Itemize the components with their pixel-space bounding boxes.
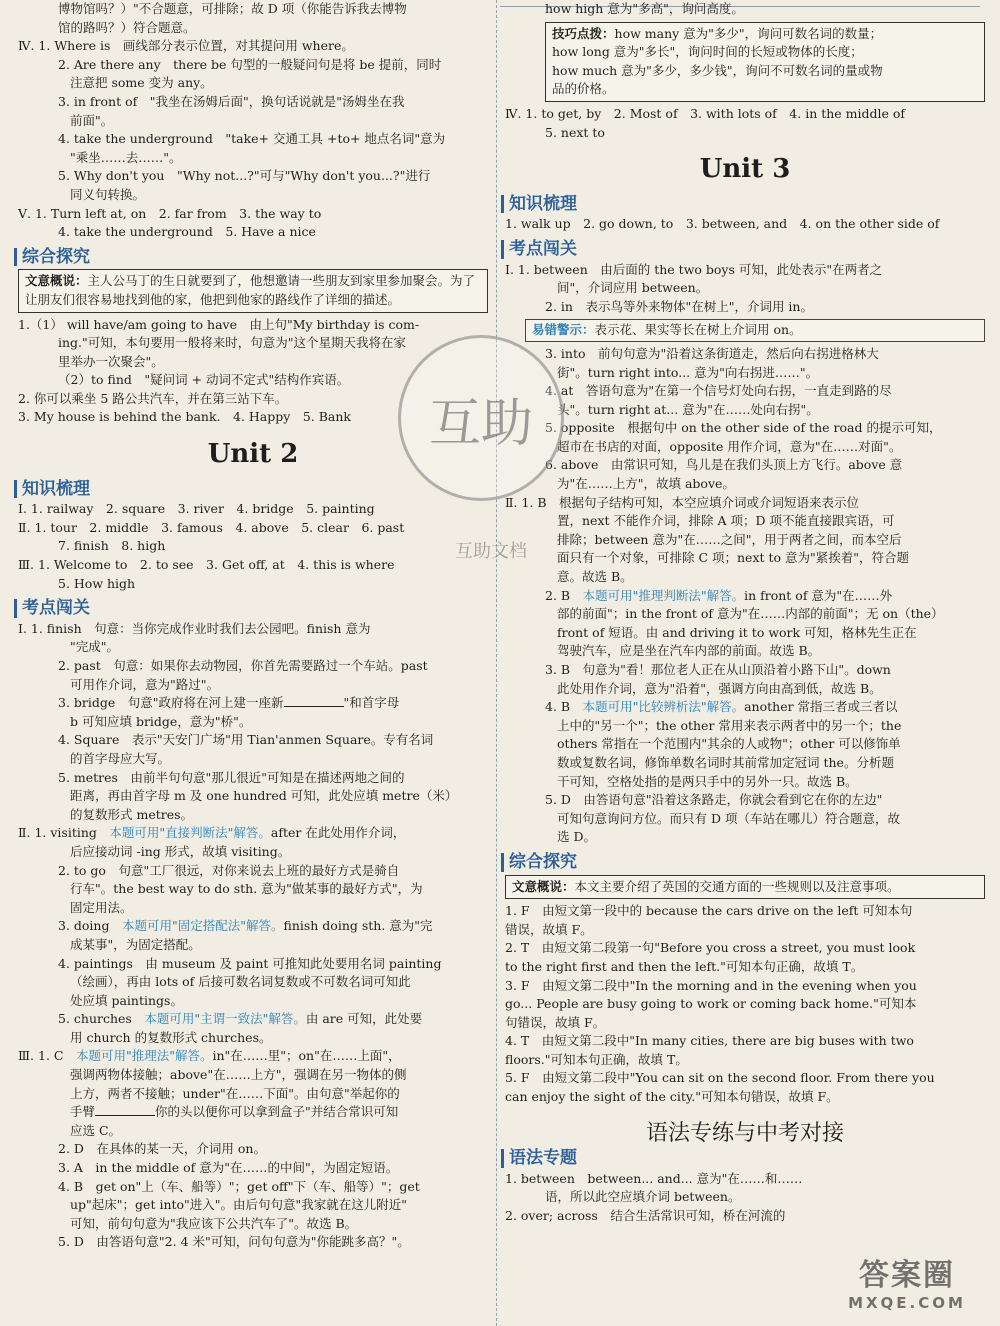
text-span: 由 are 可知，此处要 <box>305 1011 423 1027</box>
answer-line: 1. walk up 2. go down, to 3. between, and 4. on the other side of <box>505 216 940 232</box>
answer-line: 数或复数名词，修饰单数名词时其前常加定冠词 the。分析题 <box>557 754 894 770</box>
answer-line: 街"。turn right into... 意为"向右拐进……"。 <box>557 364 819 380</box>
box-label: 易错警示： <box>532 322 595 338</box>
answer-line: （2）to find "疑问词 + 动词不定式"结构作宾语。 <box>58 372 350 388</box>
answer-line: 选 D。 <box>557 829 596 845</box>
answer-line: 可知，前句句意为"我应该下公共汽车了"。故选 B。 <box>70 1215 358 1231</box>
answer-line <box>505 587 985 606</box>
box-text: 本文主要介绍了英国的交通方面的一些规则以及注意事项。 <box>574 878 900 894</box>
answer-line: 固定用法。 <box>70 899 133 915</box>
answer-line: 上中的"另一个"；the other 常用来表示两者中的另一个；the <box>557 717 902 733</box>
answer-line: 应选 C。 <box>70 1122 122 1138</box>
answer-line: 面只有一个对象，可排除 C 项；next to 意为"紧挨着"，符合题 <box>557 550 910 566</box>
watermark-text: 互助文档 <box>455 541 527 562</box>
answer-line: up"起床"；get into"进入"。由后句句意"我家就在这儿附近" <box>70 1197 408 1213</box>
answer-line <box>18 917 488 936</box>
answer-line: 5. F 由短文第二段中"You can sit on the second floor. From there you <box>505 1070 935 1086</box>
section-heading: 综合探究 <box>505 853 985 872</box>
answer-line: 用 church 的复数形式 churches。 <box>70 1029 272 1045</box>
answer-line: 1. F 由短文第一段中的 because the cars drive on the left 可知本句 <box>505 903 913 919</box>
answer-line: Ⅰ. 1. between 由后面的 the two boys 可知，此处表示"在两者之 <box>505 261 883 277</box>
logo-url: MXQE.COM <box>848 1294 966 1312</box>
answer-line: Ⅱ. 1. B 根据句子结构可知，本空应填介词或介词短语来表示位 <box>505 494 860 510</box>
answer-line: 5. metres 由前半句句意"那儿很近"可知是在描述两地之间的 <box>58 769 405 785</box>
section-heading: 语法专题 <box>505 1149 985 1168</box>
answer-line <box>18 1047 488 1066</box>
answer-line: Ⅰ. 1. railway 2. square 3. river 4. bridge 5. painting <box>18 501 375 517</box>
answer-line: "乘坐……去……"。 <box>70 149 182 165</box>
box-text: how long 意为"多长"，询问时间的长短或物体的长度； <box>552 44 863 60</box>
answer-line: 4. B get on"上（车、船等）"；get off"下（车、船等）"；get <box>58 1178 420 1194</box>
answer-line: 2. Are there any there be 句型的一般疑问句是将 be 提前，同时 <box>58 56 442 72</box>
answer-line <box>505 698 985 717</box>
answer-line: 4. paintings 由 museum 及 paint 可推知此处要用名词 painting <box>58 955 442 971</box>
box-label: 文意概说： <box>25 273 88 289</box>
text-span: 5. churches <box>58 1011 145 1027</box>
answer-line: 5. opposite 根据句中 on the other side of the road 的提示可知， <box>545 420 942 436</box>
text-span: 4. B <box>545 699 583 715</box>
method-hint: 本题可用"固定搭配法"解答。 <box>121 918 284 934</box>
answer-line: 错误，故填 F。 <box>505 921 593 937</box>
answer-line: 3. B 句意为"看！那位老人正在从山顶沿着小路下山"。down <box>545 662 891 677</box>
answer-line: can enjoy the sight of the city."可知本句错误，故填 F。 <box>505 1089 839 1105</box>
answer-line: 意。故选 B。 <box>557 569 633 585</box>
tip-box <box>545 22 985 102</box>
answer-line: 成某事"，为固定搭配。 <box>70 936 201 952</box>
text-span: after 在此处用作介词， <box>270 825 406 841</box>
method-hint: 本题可用"推理法"解答。 <box>75 1048 213 1064</box>
text-span: "和首字母 <box>343 695 400 711</box>
answer-line: Ⅰ. 1. finish 句意：当你完成作业时我们去公园吧。finish 意为 <box>18 620 371 636</box>
answer-line: others 常指在一个范围内"其余的人或物"；other 可以修饰单 <box>557 736 901 752</box>
left-column <box>18 0 488 1252</box>
answer-line: 此处用作介词，意为"沿着"，强调方向由高到低，故选 B。 <box>557 680 882 696</box>
text-span: in"在……里"；on"在……上面"， <box>212 1048 401 1064</box>
answer-line: 可知句意询问方位。而只有 D 项（车站在哪儿）符合题意，故 <box>557 810 900 826</box>
answer-line: 间"，介词应用 between。 <box>557 280 709 296</box>
answer-line: 里举办一次聚会"。 <box>58 353 164 369</box>
section-heading: 考点闯关 <box>18 599 488 618</box>
box-text: 主人公马丁的生日就要到了，他想邀请一些朋友到家里参加聚会。为了让朋友们很容易地找到他的家，他把到他家的路线作了详细的描述。 <box>25 273 476 307</box>
summary-box <box>18 269 488 312</box>
answer-line: 行车"。the best way to do sth. 意为"做某事的最好方式"，为 <box>70 881 423 897</box>
text-span: another 常指三者或三者以 <box>744 699 898 715</box>
answer-line: 2. D 在具体的某一天，介词用 on。 <box>58 1141 266 1157</box>
section-heading: 综合探究 <box>18 248 488 267</box>
answer-line <box>18 824 488 843</box>
answer-line: b 可知应填 bridge，意为"桥"。 <box>70 713 252 729</box>
answer-line: 2. to go 句意"工厂很远，对你来说去上班的最好方式是骑自 <box>58 862 400 878</box>
fill-blank <box>95 1105 155 1116</box>
answer-line: 7. finish 8. high <box>58 538 166 554</box>
logo-text: 答案圈 <box>859 1258 955 1293</box>
column-divider <box>496 0 498 1326</box>
section-heading: 知识梳理 <box>18 480 488 499</box>
answer-line: 4. Square 表示"天安门广场"用 Tian'anmen Square。专有名词 <box>58 732 434 748</box>
answer-line: 句错误，故填 F。 <box>505 1014 606 1030</box>
answer-line: 2. in 表示鸟等外来物体"在树上"，介词用 in。 <box>545 298 813 314</box>
answer-line: 强调两物体接触；above"在……上方"，强调在另一物体的侧 <box>70 1067 407 1083</box>
chapter-title: 语法专练与中考对接 <box>645 1120 844 1146</box>
answer-line: ing."可知，本句要用一般将来时，句意为"这个星期天我将在家 <box>58 335 407 351</box>
answer-line: floors."可知本句正确，故填 T。 <box>505 1051 688 1067</box>
answer-line: 处应填 paintings。 <box>70 992 183 1008</box>
answer-line: 4. T 由短文第二段中"In many cities, there are big buses with two <box>505 1033 914 1049</box>
answer-line: 5. next to <box>545 124 605 140</box>
answer-line: 前面"。 <box>70 112 114 128</box>
text-span: 2. B <box>545 587 583 603</box>
answer-line: 4. at 答语句意为"在第一个信号灯处向右拐，一直走到路的尽 <box>545 383 892 399</box>
answer-line: 2. T 由短文第二段第一句"Before you cross a street, you must look <box>505 940 916 956</box>
answer-line: 注意把 some 变为 any。 <box>70 75 213 91</box>
answer-line: 超市在书店的对面，opposite 用作介词，意为"在……对面"。 <box>557 438 902 454</box>
answer-line: how high 意为"多高"，询问高度。 <box>545 1 744 16</box>
text-span: 3. bridge 句意"政府将在河上建一座新 <box>58 695 284 711</box>
method-hint: 本题可用"比较辨析法"解答。 <box>582 699 745 715</box>
answer-line: 2. 你可以乘坐 5 路公共汽车，并在第三站下车。 <box>18 390 288 406</box>
answer-line: 1.（1） will have/am going to have 由上句"My birthday is com- <box>18 316 420 332</box>
method-hint: 本题可用"主谓一致法"解答。 <box>144 1011 306 1027</box>
answer-line <box>18 1010 488 1029</box>
unit-title: Unit 3 <box>699 154 791 185</box>
answer-line: 同义句转换。 <box>70 186 146 202</box>
box-label: 文意概说： <box>512 878 575 894</box>
fill-blank <box>284 696 344 707</box>
section-heading: 知识梳理 <box>505 195 985 214</box>
answer-line: 5. D 由答语句意"2. 4 米"可知，问句句意为"你能跳多高？"。 <box>58 1234 410 1250</box>
answer-line: 干可知，空格处指的是两只手中的另外一只。故选 B。 <box>557 773 858 789</box>
text-line: 博物馆吗？）"不合题意，可排除；故 D 项（你能告诉我去博物 <box>58 1 407 16</box>
box-text: 表示花、果实等长在树上介词用 on。 <box>594 322 802 338</box>
answer-line: 语，所以此空应填介词 between。 <box>545 1189 741 1205</box>
answer-line <box>18 1103 488 1122</box>
text-span: 你的头以便你可以拿到盒子"并结合常识可知 <box>155 1104 399 1120</box>
answer-line: 3. F 由短文第二段中"In the morning and in the evening when you <box>505 977 917 993</box>
box-text: how many 意为"多少"，询问可数名词的数量； <box>614 25 883 41</box>
summary-box <box>505 875 985 900</box>
answer-line: 6. above 由常识可知，鸟儿是在我们头顶上方飞行。above 意 <box>545 457 903 473</box>
answer-line: 3. A in the middle of 意为"在……的中间"，为固定短语。 <box>58 1160 399 1176</box>
answer-line: 上方，两者不接触；under"在……下面"。由句意"举起你的 <box>70 1085 400 1101</box>
answer-line: 3. into 前句句意为"沿着这条街道走，然后向右拐进格林大 <box>545 345 879 361</box>
answer-line: 3. My house is behind the bank. 4. Happy 5. Bank <box>18 409 351 425</box>
answer-line: Ⅲ. 1. Welcome to 2. to see 3. Get off, at 4. this is where <box>18 557 395 573</box>
answer-line: Ⅳ. 1. Where is 画线部分表示位置，对其提问用 where。 <box>18 38 354 54</box>
method-hint: 本题可用"推理判断法"解答。 <box>582 587 745 603</box>
answer-line: 4. take the underground 5. Have a nice <box>58 224 316 240</box>
box-label: 技巧点拨： <box>552 25 615 41</box>
answer-line: front of 短语。由 and driving it to work 可知，格林先生正在 <box>557 624 917 640</box>
answer-line: 的复数形式 metres。 <box>70 806 194 822</box>
answer-line: 5. Why don't you "Why not...?"可与"Why don't you...?"进行 <box>58 168 431 184</box>
answer-line: 3. in front of "我坐在汤姆后面"，换句话说就是"汤姆坐在我 <box>58 93 405 109</box>
text-span: Ⅱ. 1. visiting <box>18 825 110 841</box>
answer-line: 头"。turn right at... 意为"在……处向右拐"。 <box>557 401 819 417</box>
text-span: Ⅲ. 1. C <box>18 1048 76 1064</box>
answer-line: 距离，再由首字母 m 及 one hundred 可知，此处应填 metre（米） <box>70 788 458 804</box>
answer-line: Ⅱ. 1. tour 2. middle 3. famous 4. above 5. clear 6. past <box>18 519 405 535</box>
text-span: in front of 意为"在……外 <box>744 587 893 603</box>
answer-line: 5. How high <box>58 575 136 591</box>
method-hint: 本题可用"直接判断法"解答。 <box>109 825 271 841</box>
answer-line: 4. take the underground "take+ 交通工具 +to+ 地点名词"意为 <box>58 131 446 147</box>
answer-line: 可用作介词，意为"路过"。 <box>70 676 219 692</box>
answer-line: 后应接动词 -ing 形式，故填 visiting。 <box>70 843 291 859</box>
answer-line: 2. past 句意：如果你去动物园，你首先需要路过一个车站。past <box>58 658 428 673</box>
unit-title: Unit 2 <box>207 439 299 470</box>
answer-line: 为"在……上方"，故填 above。 <box>557 476 735 492</box>
answer-line: Ⅳ. 1. to get, by 2. Most of 3. with lots of 4. in the middle of <box>505 105 906 121</box>
answer-line: "完成"。 <box>70 639 119 655</box>
right-column <box>505 0 985 1226</box>
answer-line: 2. over; across 结合生活常识可知，桥在河流的 <box>505 1208 786 1224</box>
answer-line: 1. between between... and... 意为"在……和…… <box>505 1170 803 1186</box>
answer-line: to the right first and then the left."可知本句正确，故填 T。 <box>505 958 864 974</box>
mistake-warning-box <box>525 319 985 342</box>
answer-line: 驾驶汽车，应是坐在汽车内部的前面。故选 B。 <box>557 643 821 659</box>
answer-line <box>18 694 488 713</box>
answer-line: go... People are busy going to work or coming back home."可知本 <box>505 996 917 1012</box>
text-line: 馆的路吗？）符合题意。 <box>58 19 196 35</box>
answer-line: 排除；between 意为"在……之间"，用于两者之间，而本空后 <box>557 531 902 547</box>
box-text: how much 意为"多少，多少钱"，询问不可数名词的量或物 <box>552 62 883 78</box>
answer-line: 5. D 由答语句意"沿着这条路走，你就会看到它在你的左边" <box>545 792 883 808</box>
text-span: finish doing sth. 意为"完 <box>283 918 433 934</box>
answer-line: 的首字母应大写。 <box>70 750 171 766</box>
watermark-stamp: 互助 <box>398 335 564 501</box>
box-text: 品的价格。 <box>552 81 615 97</box>
text-span: 手臂 <box>70 1104 96 1120</box>
section-heading: 考点闯关 <box>505 240 985 259</box>
answer-line: Ⅴ. 1. Turn left at, on 2. far from 3. the way to <box>18 205 322 221</box>
answer-line: （绘画），再由 lots of 后接可数名词复数或不可数名词可知此 <box>70 974 411 990</box>
answer-line: 置，next 不能作介词，排除 A 项；D 项不能直接跟宾语，可 <box>557 513 895 529</box>
text-span: 3. doing <box>58 918 122 934</box>
corner-logo <box>822 1250 992 1320</box>
answer-line: 部的前面"；in the front of 意为"在……内部的前面"；无 on（the） <box>557 606 944 622</box>
